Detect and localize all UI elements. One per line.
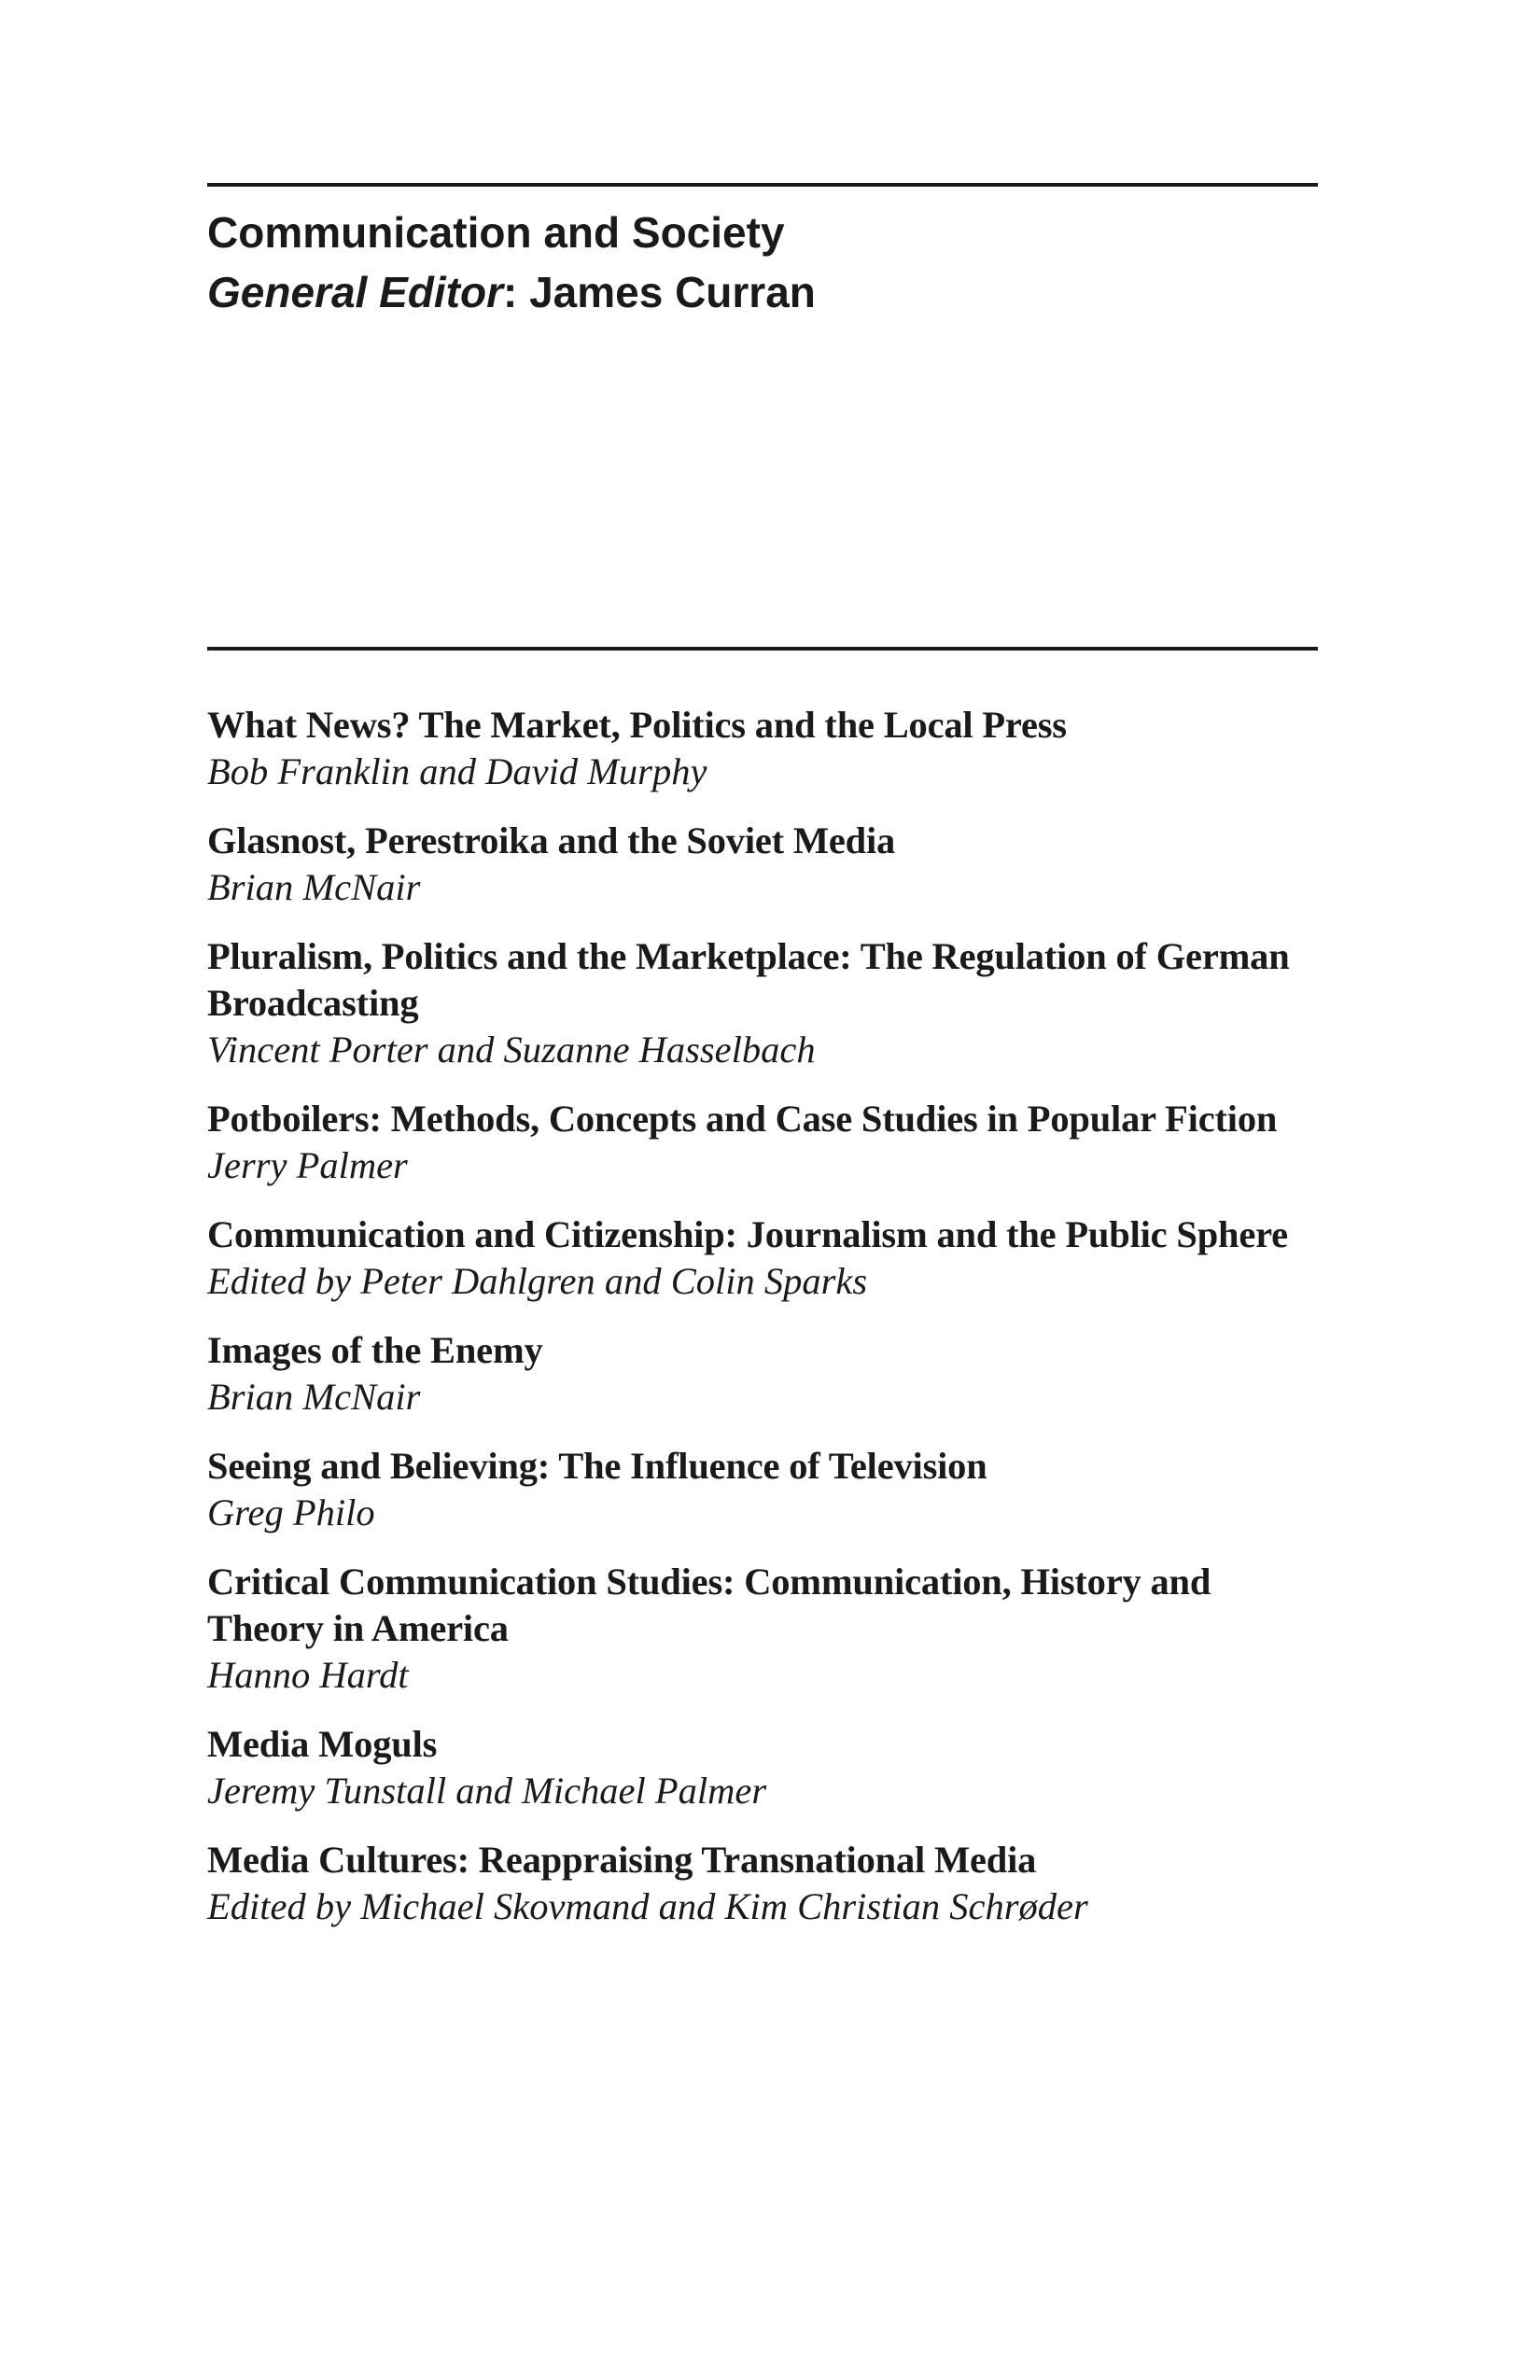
book-entry [207,1837,1327,1930]
book-title: Critical Communication Studies: Communication, History and Theory in America [207,1561,1211,1649]
series-header [207,207,1318,317]
book-author: Jerry Palmer [207,1144,408,1186]
book-title: Images of the Enemy [207,1329,543,1371]
book-entry [207,1096,1327,1189]
book-entry [207,1327,1327,1421]
book-author: Hanno Hardt [207,1654,409,1696]
book-title: Seeing and Believing: The Influence of Television [207,1445,987,1487]
book-title: Media Moguls [207,1723,438,1765]
book-author: Jeremy Tunstall and Michael Palmer [207,1770,767,1812]
book-author: Edited by Peter Dahlgren and Colin Sparks [207,1260,868,1302]
book-author: Brian McNair [207,1376,421,1418]
editor-separator: : [502,268,518,316]
book-title: Pluralism, Politics and the Marketplace: The Regulation of German Broadcasting [207,935,1290,1024]
top-rule [207,183,1318,187]
book-author: Greg Philo [207,1491,375,1533]
book-entry [207,702,1327,795]
book-author: Vincent Porter and Suzanne Hasselbach [207,1029,816,1071]
series-title: Communication and Society [207,208,785,257]
editor-label: General Editor [207,268,503,316]
book-entry [207,818,1327,911]
book-entry [207,1721,1327,1814]
book-author: Edited by Michael Skovmand and Kim Christian Schrøder [207,1885,1088,1927]
book-title: What News? The Market, Politics and the Local Press [207,704,1067,746]
book-title: Glasnost, Perestroika and the Soviet Media [207,819,896,861]
book-author: Bob Franklin and David Murphy [207,750,707,792]
book-title: Potboilers: Methods, Concepts and Case Studies in Popular Fiction [207,1098,1278,1140]
book-title: Communication and Citizenship: Journalism and the Public Sphere [207,1213,1288,1255]
book-author: Brian McNair [207,866,421,908]
book-title: Media Cultures: Reappraising Transnational Media [207,1839,1037,1881]
book-entry [207,1443,1327,1536]
book-entry [207,1559,1327,1699]
book-entry [207,1211,1327,1305]
book-list [207,702,1327,1953]
book-entry [207,933,1327,1073]
middle-rule [207,647,1318,651]
general-editor-line [207,267,1318,317]
editor-name: James Curran [529,268,816,316]
